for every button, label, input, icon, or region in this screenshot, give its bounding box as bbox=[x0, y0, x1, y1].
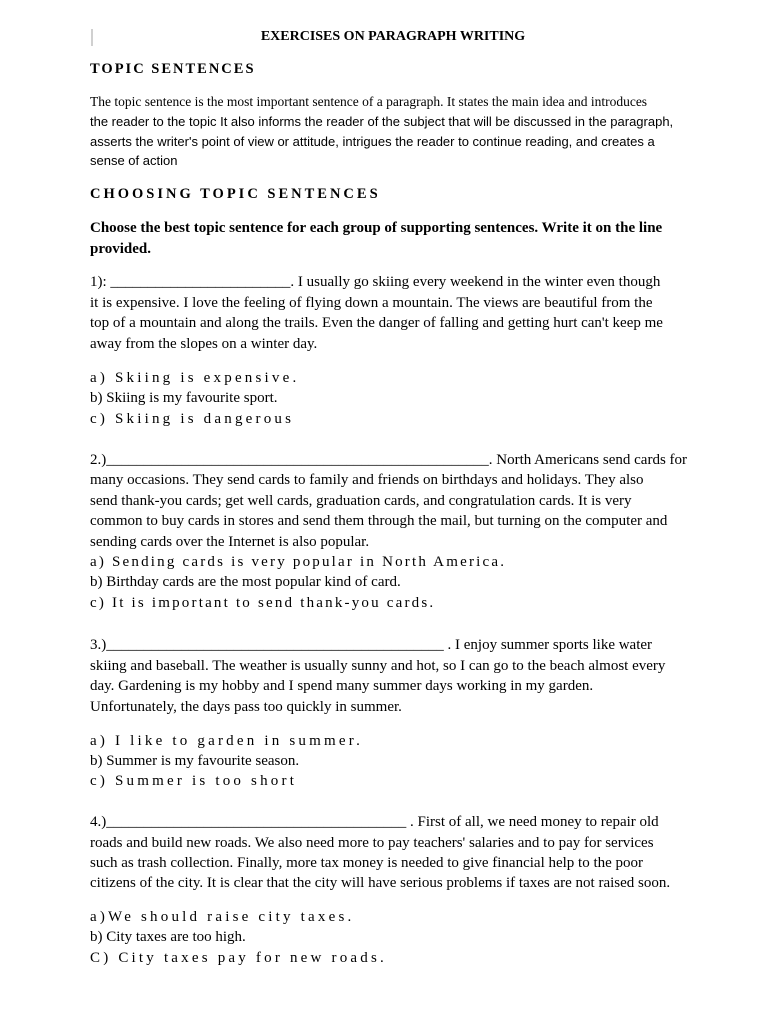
definition-line: sense of action bbox=[90, 153, 178, 168]
exercise-line: such as trash collection. Finally, more tax money is needed to give financial help to the poor bbox=[90, 855, 644, 871]
exercise-line: Unfortunately, the days pass too quickly in summer. bbox=[90, 699, 402, 715]
exercise-line: send thank-you cards; get well cards, graduation cards, and congratulation cards. It is very bbox=[90, 493, 632, 509]
exercise-line: skiing and baseball. The weather is usually sunny and hot, so I can go to the beach almost every bbox=[90, 658, 666, 674]
section-heading-topic-sentences: TOPIC SENTENCES bbox=[90, 61, 256, 77]
exercise-line: roads and build new roads. We also need more to pay teachers' salaries and to pay for services bbox=[90, 835, 654, 851]
exercise-line: 2.)___________________________________________________. North Americans send cards for bbox=[90, 452, 688, 468]
answer-option: a) Skiing is expensive. bbox=[90, 370, 300, 386]
answer-option: c) Skiing is dangerous bbox=[90, 411, 295, 427]
exercise-line: 3.)_____________________________________________ . I enjoy summer sports like water bbox=[90, 637, 653, 653]
answer-option: a)We should raise city taxes. bbox=[90, 909, 355, 925]
exercise-line: common to buy cards in stores and send them through the mail, but turning on the computer and bbox=[90, 513, 668, 529]
exercise-line: away from the slopes on a winter day. bbox=[90, 336, 318, 352]
answer-option: c) Summer is too short bbox=[90, 773, 298, 789]
definition-line: The topic sentence is the most important sentence of a paragraph. It states the main idea and introduces bbox=[90, 94, 648, 109]
exercise-line: day. Gardening is my hobby and I spend many summer days working in my garden. bbox=[90, 678, 594, 694]
answer-option: c) It is important to send thank-you cards. bbox=[90, 595, 436, 611]
document-title: EXERCISES ON PARAGRAPH WRITING bbox=[260, 29, 526, 44]
exercise-line: sending cards over the Internet is also popular. bbox=[90, 534, 370, 550]
exercise-instructions: Choose the best topic sentence for each group of supporting sentences. Write it on the line provided. bbox=[90, 220, 663, 257]
answer-option: b) Birthday cards are the most popular kind of card. bbox=[90, 574, 401, 590]
definition-line: asserts the writer's point of view or attitude, intrigues the reader to continue reading, and creates a bbox=[90, 134, 655, 149]
answer-option: b) City taxes are too high. bbox=[90, 929, 246, 945]
answer-option: b) Skiing is my favourite sport. bbox=[90, 390, 278, 406]
exercise-line: many occasions. They send cards to family and friends on birthdays and holidays. They also bbox=[90, 472, 644, 488]
answer-option: C) City taxes pay for new roads. bbox=[90, 950, 387, 966]
answer-option: b) Summer is my favourite season. bbox=[90, 753, 300, 769]
answer-option: a) I like to garden in summer. bbox=[90, 733, 364, 749]
exercise-line: 1): ________________________. I usually go skiing every weekend in the winter even though bbox=[90, 274, 661, 290]
answer-option: a) Sending cards is very popular in North America. bbox=[90, 554, 507, 570]
exercise-line: 4.)________________________________________ . First of all, we need money to repair old bbox=[90, 814, 659, 830]
section-heading-choosing-topic-sentences: CHOOSING TOPIC SENTENCES bbox=[90, 186, 381, 202]
exercise-line: it is expensive. I love the feeling of flying down a mountain. The views are beautiful from the bbox=[90, 295, 653, 311]
definition-line: the reader to the topic It also informs the reader of the subject that will be discussed in the paragraph, bbox=[90, 114, 674, 129]
exercise-line: top of a mountain and along the trails. Even the danger of falling and getting hurt can't keep me bbox=[90, 315, 663, 331]
exercise-line: citizens of the city. It is clear that the city will have serious problems if taxes are not raised soon. bbox=[90, 875, 671, 891]
